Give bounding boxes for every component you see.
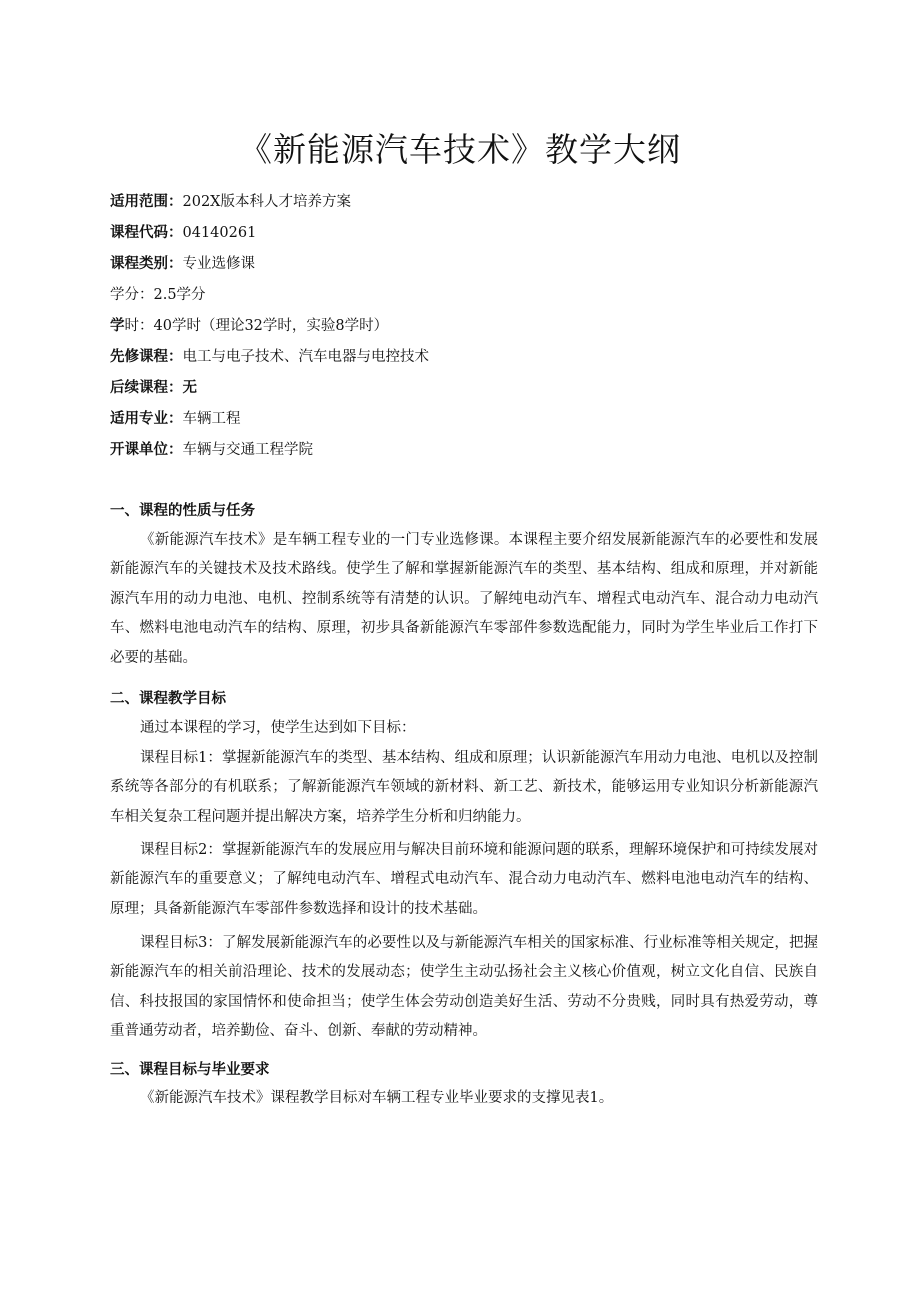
meta-hours-label: 学	[110, 318, 125, 334]
meta-prerequisites-label: 先修课程：	[110, 349, 183, 365]
meta-course-code-label: 课程代码：	[110, 225, 183, 241]
course-goal-3: 课程目标3：了解发展新能源汽车的必要性以及与新能源汽车相关的国家标准、行业标准等相关规定，把握新能源汽车的相关前沿理论、技术的发展动态；使学生主动弘扬社会主义核心价值观，树立文化自信、民族自信、科技报国的家国情怀和使命担当；使学生体会劳动创造美好生活、劳动不分贵贱，同时具有热爱劳动，尊重普通劳动者，培养勤俭、奋斗、创新、奉献的劳动精神。	[110, 935, 818, 1040]
meta-prerequisites-value: 电工与电子技术、汽车电器与电控技术	[182, 349, 429, 365]
meta-credits-label: 学分：	[110, 287, 154, 303]
meta-major	[110, 409, 241, 429]
section-2-intro: 通过本课程的学习，使学生达到如下目标：	[140, 720, 416, 736]
meta-major-value: 车辆工程	[182, 411, 241, 427]
course-goal-1: 课程目标1：掌握新能源汽车的类型、基本结构、组成和原理；认识新能源汽车用动力电池、电机以及控制系统等各部分的有机联系；了解新能源汽车领域的新材料、新工艺、新技术，能够运用专业知识分析新能源汽车相关复杂工程问题并提出解决方案，培养学生分析和归纳能力。	[110, 750, 818, 825]
meta-hours-value: 时：40学时（理论32学时，实验8学时）	[124, 318, 389, 334]
meta-department	[110, 440, 313, 460]
meta-followup	[110, 378, 197, 398]
meta-hours	[110, 316, 388, 336]
section-1-paragraph: 《新能源汽车技术》是车辆工程专业的一门专业选修课。本课程主要介绍发展新能源汽车的必要性和发展新能源汽车的关键技术及技术路线。使学生了解和掌握新能源汽车的类型、基本结构、组成和原理，并对新能源汽车用的动力电池、电机、控制系统等有清楚的认识。了解纯电动汽车、增程式电动汽车、混合动力电动汽车、燃料电池电动汽车的结构、原理，初步具备新能源汽车零部件参数选配能力，同时为学生毕业后工作打下必要的基础。	[110, 532, 818, 666]
section-3-paragraph: 《新能源汽车技术》课程教学目标对车辆工程专业毕业要求的支撑见表1。	[140, 1090, 614, 1106]
meta-scope	[110, 192, 351, 212]
meta-scope-label: 适用范围：	[110, 194, 183, 210]
meta-major-label: 适用专业：	[110, 411, 183, 427]
meta-followup-value: 无	[182, 380, 197, 396]
meta-prerequisites	[110, 347, 429, 367]
section-3-heading: 三、课程目标与毕业要求	[110, 1062, 270, 1078]
meta-category-value: 专业选修课	[182, 256, 255, 272]
document-title: 《新能源汽车技术》教学大纲	[239, 130, 681, 169]
section-2-heading: 二、课程教学目标	[110, 691, 226, 707]
meta-followup-label: 后续课程：	[110, 380, 183, 396]
meta-scope-value: 202X版本科人才培养方案	[182, 194, 351, 210]
section-1-heading: 一、课程的性质与任务	[110, 503, 255, 519]
meta-department-value: 车辆与交通工程学院	[182, 442, 313, 458]
meta-category-label: 课程类别：	[110, 256, 183, 272]
meta-category	[110, 254, 255, 274]
meta-course-code-value: 04140261	[182, 225, 257, 241]
meta-credits	[110, 285, 206, 305]
course-goal-2: 课程目标2：掌握新能源汽车的发展应用与解决目前环境和能源问题的联系，理解环境保护和可持续发展对新能源汽车的重要意义；了解纯电动汽车、增程式电动汽车、混合动力电动汽车、燃料电池电动汽车的结构、原理；具备新能源汽车零部件参数选择和设计的技术基础。	[110, 842, 818, 917]
meta-course-code	[110, 223, 256, 243]
meta-credits-value: 2.5学分	[153, 287, 206, 303]
meta-department-label: 开课单位：	[110, 442, 183, 458]
